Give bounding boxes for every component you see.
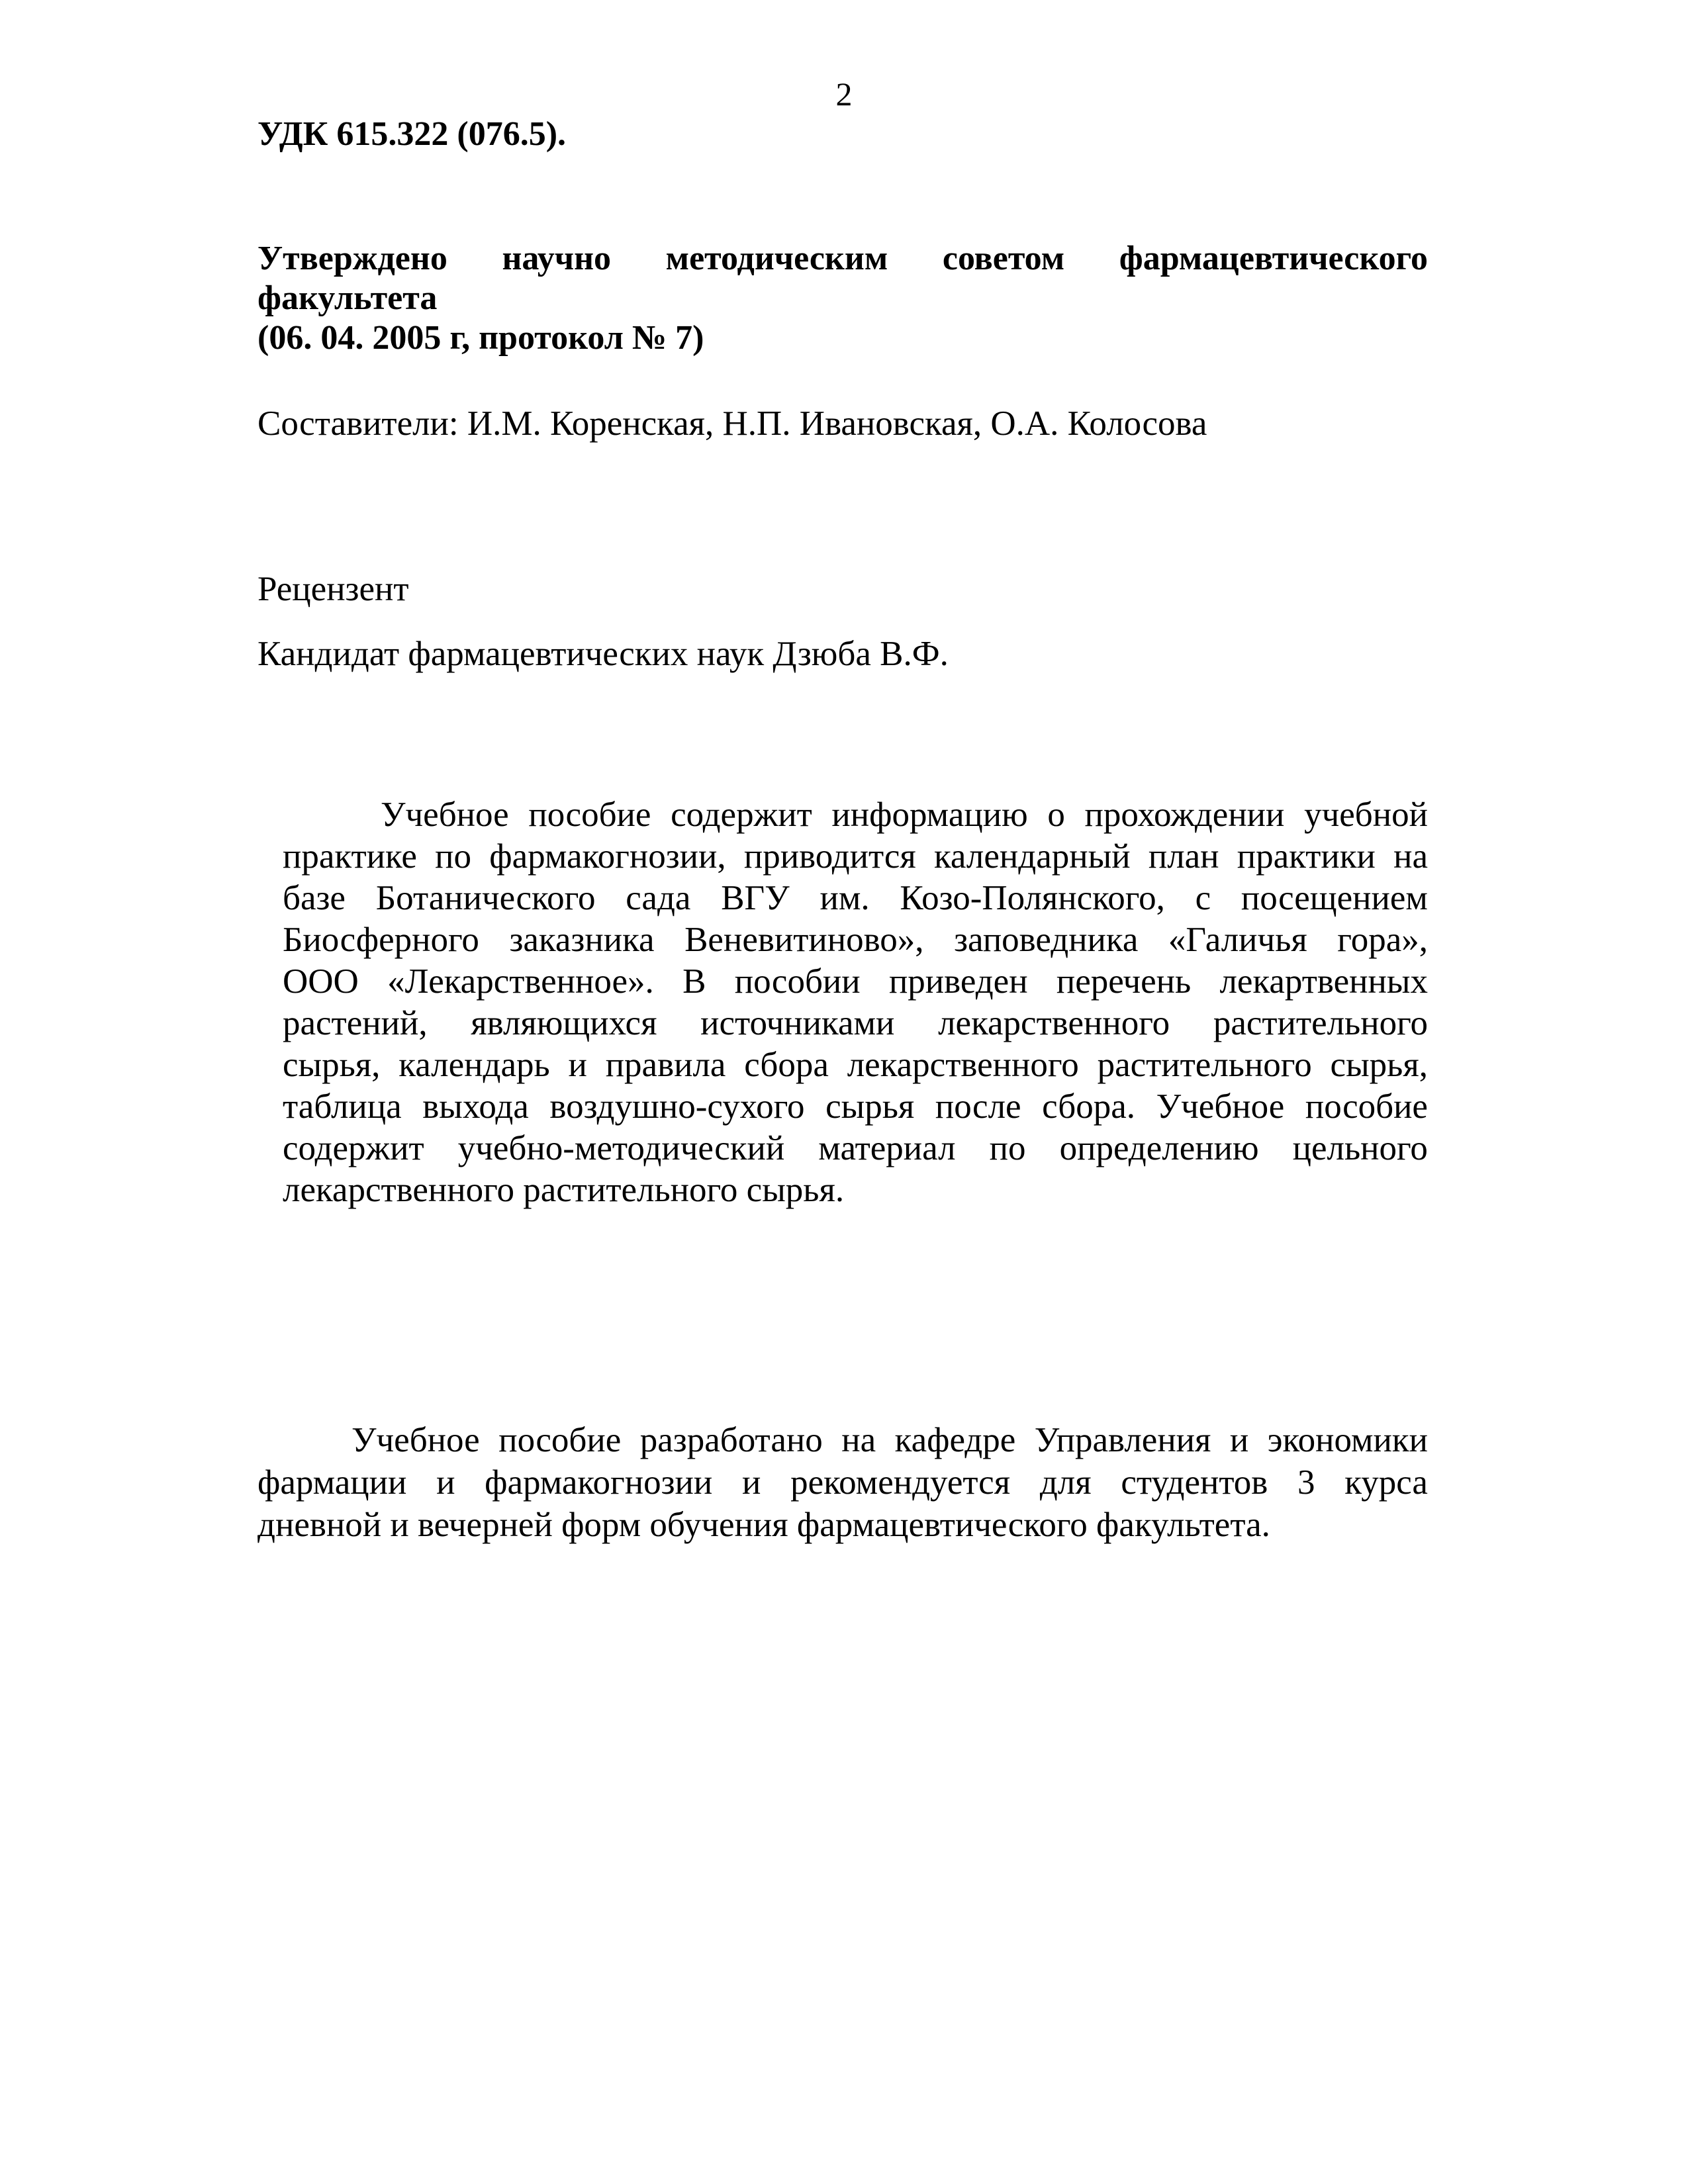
word: заказника [509, 921, 655, 959]
word: таблица [283, 1087, 402, 1126]
word: рекомендуется [790, 1463, 1011, 1502]
word: базе [283, 879, 346, 917]
word: лекартвенных [1219, 962, 1428, 1001]
abstract-line [283, 794, 1428, 836]
word: Веневитиново», [684, 921, 924, 959]
word: и [741, 1463, 761, 1502]
word: Биосферного [283, 921, 479, 959]
word: сбора [744, 1046, 829, 1084]
word: Управления [1034, 1421, 1211, 1459]
word: практики [1237, 837, 1376, 876]
word: В [682, 962, 706, 1001]
word: правила [605, 1046, 726, 1084]
word: и [436, 1463, 455, 1502]
word: содержит [671, 796, 812, 834]
approval-word: методическим [665, 240, 888, 277]
word: растительного [1097, 1046, 1312, 1084]
approval-protocol: (06. 04. 2005 г, протокол № 7) [258, 319, 704, 357]
word: по [435, 837, 472, 876]
word: для [1039, 1463, 1092, 1502]
word: на [1393, 837, 1428, 876]
abstract-line [283, 1003, 1428, 1044]
word: ООО [283, 962, 359, 1001]
word: календарь [399, 1046, 550, 1084]
word: прохождении [1084, 796, 1285, 834]
word: пособии [734, 962, 861, 1001]
word: на [841, 1421, 876, 1459]
word: экономики [1267, 1421, 1428, 1459]
word: лекарственного [847, 1046, 1079, 1084]
word: 3 [1297, 1463, 1315, 1502]
word: источниками [700, 1004, 895, 1042]
abstract-line [283, 1169, 1428, 1211]
word: курса [1344, 1463, 1428, 1502]
word: Учебное [1156, 1087, 1285, 1126]
word: заповедника [954, 921, 1139, 959]
word: сырья [825, 1087, 915, 1126]
approval-word: Утверждено [258, 240, 447, 277]
compilers: Составители: И.М. Коренская, Н.П. Ивановская, О.А. Колосова [258, 404, 1207, 443]
word: Ботанического [375, 879, 596, 917]
word: сбора. [1042, 1087, 1136, 1126]
word: Учебное [381, 796, 509, 834]
word: календарный [933, 837, 1131, 876]
approval-word: советом [942, 240, 1065, 277]
word: фармакогнозии, [489, 837, 726, 876]
word: воздушно-сухого [549, 1087, 805, 1126]
word: сырья, [1330, 1046, 1428, 1084]
abstract-line [283, 1044, 1428, 1086]
word: растений, [283, 1004, 428, 1042]
word: «Лекарственное». [387, 962, 654, 1001]
word: являющихся [471, 1004, 657, 1042]
word: приводится [743, 837, 916, 876]
word: после [935, 1087, 1021, 1126]
abstract-line [283, 1086, 1428, 1128]
word: цельного [1292, 1129, 1428, 1167]
word: с [1195, 879, 1211, 917]
word: и [568, 1046, 587, 1084]
word: пособие [498, 1421, 622, 1459]
word: перечень [1056, 962, 1192, 1001]
word: лекарственного [938, 1004, 1170, 1042]
word: и [1229, 1421, 1249, 1459]
abstract-line [283, 836, 1428, 878]
development-line [258, 1504, 1428, 1546]
word: определению [1059, 1129, 1259, 1167]
word: выхода [422, 1087, 529, 1126]
approval-line-2: факультета [258, 279, 438, 317]
reviewer-label: Рецензент [258, 570, 409, 608]
word: гора», [1337, 921, 1428, 959]
page-number: 2 [835, 75, 853, 113]
word: лекарственного растительного сырья. [283, 1171, 845, 1209]
word: растительного [1213, 1004, 1428, 1042]
development-line [258, 1461, 1428, 1504]
word: учебной [1304, 796, 1428, 834]
abstract-line [283, 1128, 1428, 1169]
word: учебно-методический [457, 1129, 785, 1167]
word: фармации [258, 1463, 407, 1502]
development-paragraph [258, 1419, 1428, 1546]
approval-line-1 [258, 239, 1428, 279]
word: по [989, 1129, 1026, 1167]
abstract-line [283, 919, 1428, 961]
word: пособие [528, 796, 651, 834]
abstract-line [283, 961, 1428, 1003]
word: сырья, [283, 1046, 381, 1084]
word: приведен [888, 962, 1028, 1001]
word: кафедре [894, 1421, 1016, 1459]
word: пособие [1305, 1087, 1428, 1126]
word: Учебное [352, 1421, 480, 1459]
word: дневной и вечерней форм обучения фармацевтического факультета. [258, 1506, 1270, 1544]
word: разработано [639, 1421, 823, 1459]
udk-code: УДК 615.322 (076.5). [258, 115, 567, 153]
word: ВГУ [721, 879, 790, 917]
word: фармакогнозии [485, 1463, 713, 1502]
approval-word: фармацевтического [1119, 240, 1428, 277]
word: «Галичья [1168, 921, 1307, 959]
word: Козо-Полянского, [900, 879, 1165, 917]
word: материал [818, 1129, 956, 1167]
word: посещением [1241, 879, 1428, 917]
word: им. [820, 879, 870, 917]
reviewer-name: Кандидат фармацевтических наук Дзюба В.Ф. [258, 635, 949, 673]
word: сада [626, 879, 691, 917]
word: содержит [283, 1129, 424, 1167]
word: информацию [831, 796, 1028, 834]
word: практике [283, 837, 417, 876]
approval-note [258, 239, 1428, 358]
development-line [258, 1419, 1428, 1461]
word: план [1148, 837, 1219, 876]
word: о [1047, 796, 1065, 834]
abstract-line [283, 878, 1428, 919]
word: студентов [1121, 1463, 1268, 1502]
abstract-paragraph [283, 794, 1428, 1211]
approval-word: научно [502, 240, 612, 277]
